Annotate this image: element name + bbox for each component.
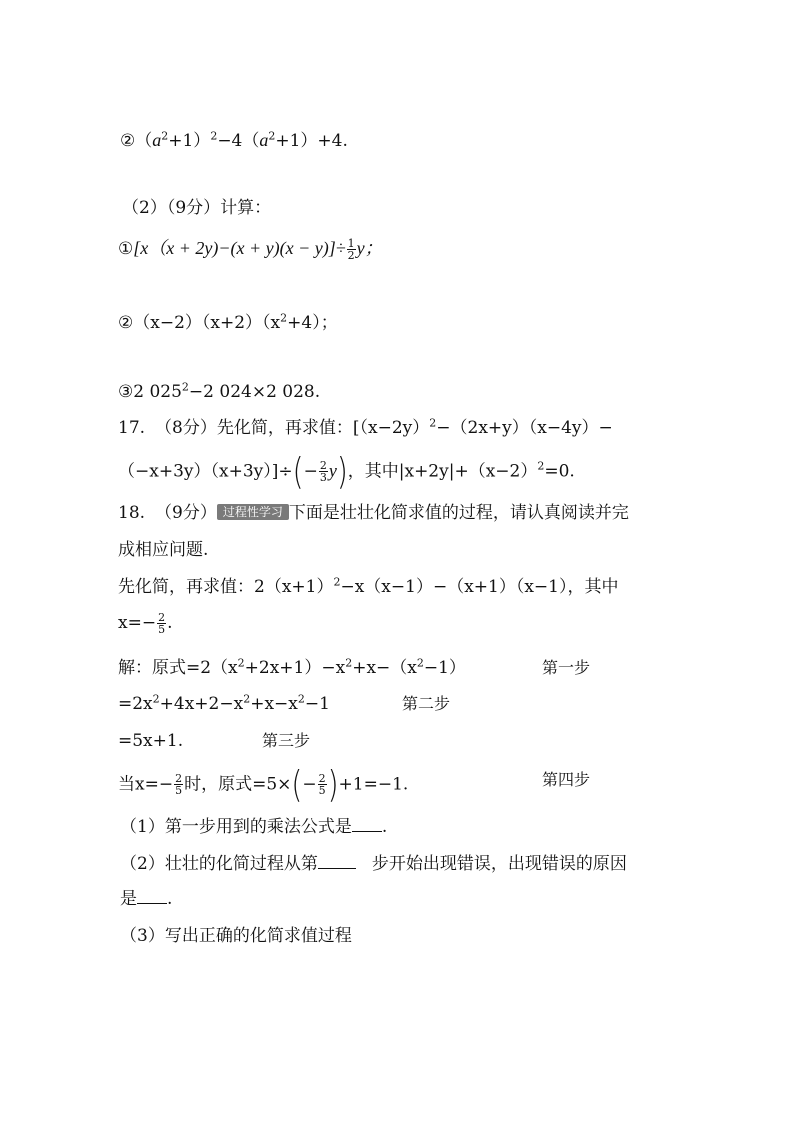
question-2-cont [120, 889, 172, 909]
fraction-numerator: 2 [158, 611, 166, 624]
solution-text: −1） [423, 658, 466, 678]
fraction-denominator: 5 [318, 784, 326, 798]
expression: （x−2）（x+2）（x [133, 313, 281, 333]
process-learning-badge: 过程性学习 [217, 504, 289, 520]
left-paren: ( [291, 762, 303, 806]
solution-text: 解：原式=2（x [118, 658, 238, 678]
problem17-line2: （−x+3y）（x+3y）]÷(− $\frac{2}{3}$ y)，其中$|x+2y|+(x-2)^2=0$. [118, 449, 575, 493]
question-text: （1）第一步用到的乘法公式是 [120, 817, 352, 837]
fraction-numerator: 2 [318, 772, 326, 786]
left-paren: ( [292, 449, 304, 493]
expression: 2 025 [133, 382, 182, 402]
solution-text: +1=−1. [338, 774, 409, 795]
question-text: 是 [120, 889, 137, 909]
fraction [319, 460, 328, 483]
fraction [174, 773, 183, 796]
fraction-denominator: 5 [175, 784, 183, 798]
expr-part: −4（ [217, 131, 260, 151]
exponent: 2 [161, 129, 169, 143]
answer-blank[interactable] [318, 854, 356, 869]
step-label-2: 第二步 [402, 694, 451, 713]
problem18-task-line1 [118, 577, 619, 597]
question-text: （2）壮壮的化简过程从第 [120, 854, 318, 874]
solution-text: +4x+2−x [159, 694, 244, 714]
solution-line1 [118, 658, 466, 678]
solution-text: +2x+1）−x [244, 658, 346, 678]
step-label-4: 第四步 [542, 770, 591, 789]
fraction-numerator: 2 [319, 459, 327, 473]
problem-score: （8分） [155, 418, 217, 438]
expr-part: +1）+4. [275, 131, 348, 151]
question-text: . [381, 817, 388, 837]
expr-part: （ [135, 131, 153, 151]
problem-text: 先化简，再求值：2（x+1） [118, 577, 334, 597]
fraction-numerator: 2 [175, 772, 183, 786]
expression: −2 024×2 028. [188, 382, 321, 402]
exponent: 2 [181, 380, 189, 394]
problem-text: =0. [544, 461, 575, 482]
item-number: ③ [118, 382, 134, 402]
question-1 [120, 817, 387, 837]
right-paren: ) [327, 762, 339, 806]
expr-var: a [259, 130, 269, 150]
problem16-part2-item-3 [118, 382, 320, 402]
problem16-part2-item-1 [118, 238, 383, 261]
problem16-part2-header: （2）（9分）计算： [122, 198, 272, 218]
exponent: 2 [429, 416, 437, 430]
solution-text: +x−（x [352, 658, 417, 678]
item-number: ① [118, 239, 134, 259]
problem-text: −x（x−1）−（x+1）（x−1），其中 [340, 577, 619, 597]
solution-line3: =5x+1. [118, 731, 184, 751]
item-number: ② [118, 313, 134, 333]
exponent: 2 [152, 692, 160, 706]
question-text: . [167, 889, 173, 909]
problem17-line1 [118, 418, 613, 438]
exponent: 2 [297, 692, 305, 706]
exponent: 2 [268, 129, 276, 143]
step-label-1: 第一步 [542, 658, 591, 677]
fraction [157, 612, 166, 635]
fraction-denominator: 5 [158, 623, 166, 636]
fraction-numerator: 1 [347, 237, 355, 250]
exponent: 2 [280, 311, 288, 325]
item-number: ② [120, 131, 136, 151]
solution-text: 当x=− [118, 774, 174, 795]
question-text: 步开始出现错误，出现错误的原因 [371, 854, 627, 874]
problem18-line1 [118, 503, 629, 523]
question-3: （3）写出正确的化简求值过程 [120, 926, 352, 946]
problem16-part2-item-2 [118, 313, 338, 333]
fraction [347, 238, 356, 261]
solution-line4: 当x=− $\frac{2}{5}$ 时，原式=5×(− $\frac{2}{5}$ )+1=−1. [118, 762, 409, 806]
right-paren: ) [336, 449, 348, 493]
exponent: 2 [210, 129, 218, 143]
solution-text: =2x [118, 694, 153, 714]
fraction-denominator: 2 [347, 249, 355, 262]
expression: [x（x + 2y)−(x + y)(x − y)]÷ [133, 238, 346, 258]
problem-text: ，其中|x+2y|+（x−2） [347, 461, 538, 482]
question-2 [120, 854, 627, 874]
solution-line2 [118, 694, 330, 714]
exponent: 2 [333, 575, 341, 589]
problem-text: . [167, 613, 173, 633]
step-label-3: 第三步 [262, 731, 311, 750]
fraction [318, 773, 327, 796]
expr-part: +1） [168, 131, 211, 151]
problem-text: 下面是壮壮化简求值的过程，请认真阅读并完 [288, 503, 629, 523]
problem18-task-line2 [118, 612, 172, 635]
expression: +4）； [287, 313, 338, 333]
exponent: 2 [243, 692, 251, 706]
exponent: 2 [537, 459, 545, 473]
problem-text: x=− [118, 613, 157, 633]
expr-var: y [328, 460, 337, 481]
problem-number: 17. [118, 418, 146, 438]
expression: y； [356, 238, 383, 258]
problem-text: −（2x+y）（x−4y）− [436, 418, 613, 438]
problem-score: （9分） [155, 503, 217, 523]
exponent: 2 [237, 656, 245, 670]
solution-text: −1 [304, 694, 330, 714]
fraction-denominator: 3 [319, 471, 327, 485]
solution-text: 时，原式=5× [184, 774, 292, 795]
expr-var: a [152, 130, 162, 150]
problem18-line2: 成相应问题. [118, 540, 209, 560]
answer-blank[interactable] [352, 817, 382, 832]
problem16-item-2 [120, 130, 348, 152]
solution-text: +x−x [250, 694, 298, 714]
answer-blank[interactable] [137, 889, 167, 904]
problem-text: 先化简，再求值：[（x−2y） [216, 418, 430, 438]
problem-number: 18. [118, 503, 146, 523]
exponent: 2 [416, 656, 424, 670]
exponent: 2 [345, 656, 353, 670]
problem-text: （−x+3y）（x+3y）]÷ [118, 461, 293, 482]
